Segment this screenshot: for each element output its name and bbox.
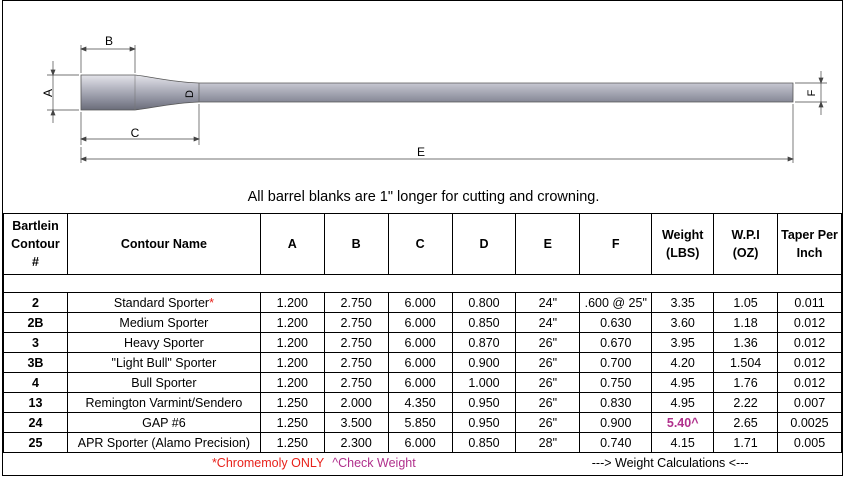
table-row: [4, 413, 842, 433]
cell-contour: 4: [4, 373, 68, 393]
cell-a: 1.200: [260, 373, 324, 393]
header-b: B: [324, 214, 388, 275]
dimension-b-label: B: [104, 34, 114, 48]
cell-a: 1.200: [260, 353, 324, 373]
cell-a: 1.200: [260, 333, 324, 353]
table-row: [4, 373, 842, 393]
cell-a: 1.200: [260, 313, 324, 333]
cell-d: 0.870: [452, 333, 516, 353]
check-weight-note: ^Check Weight: [332, 456, 416, 471]
cell-f: 0.750: [580, 373, 652, 393]
cell-b: 2.750: [324, 373, 388, 393]
cell-f: 0.630: [580, 313, 652, 333]
cell-taper: 0.012: [778, 353, 842, 373]
cell-d: 0.950: [452, 413, 516, 433]
cell-c: 6.000: [388, 333, 452, 353]
cell-contour: 3B: [4, 353, 68, 373]
cell-name: Medium Sporter: [67, 313, 260, 333]
table-row: [4, 313, 842, 333]
cell-wpi: 1.76: [714, 373, 778, 393]
cell-contour: 24: [4, 413, 68, 433]
cell-f: 0.700: [580, 353, 652, 373]
cell-f: 0.670: [580, 333, 652, 353]
cell-b: 2.000: [324, 393, 388, 413]
cell-taper: 0.005: [778, 433, 842, 453]
cell-weight: 4.15: [652, 433, 714, 453]
cell-name: "Light Bull" Sporter: [67, 353, 260, 373]
cell-taper: 0.007: [778, 393, 842, 413]
table-row: [4, 393, 842, 413]
barrel-blank-note: All barrel blanks are 1" longer for cutting and crowning.: [247, 189, 600, 205]
dimension-b: [81, 45, 135, 73]
header-taper: Taper Per Inch: [778, 214, 842, 275]
barrel-diagram: [3, 1, 844, 186]
cell-f: 0.830: [580, 393, 652, 413]
table-row: [4, 293, 842, 313]
cell-f: 0.740: [580, 433, 652, 453]
cell-taper: 0.012: [778, 333, 842, 353]
table-notes-row: [4, 453, 842, 474]
cell-f: 0.900: [580, 413, 652, 433]
cell-e: 26": [516, 373, 580, 393]
cell-b: 2.750: [324, 313, 388, 333]
cell-d: 0.900: [452, 353, 516, 373]
cell-name: Bull Sporter: [67, 373, 260, 393]
cell-weight: 3.60: [652, 313, 714, 333]
header-weight: Weight (LBS): [652, 214, 714, 275]
cell-taper: 0.012: [778, 313, 842, 333]
header-contour-name: Contour Name: [67, 214, 260, 275]
barrel-contour-sheet: [2, 0, 843, 476]
cell-b: 3.500: [324, 413, 388, 433]
table-row: [4, 433, 842, 453]
header-wpi: W.P.I (OZ): [714, 214, 778, 275]
cell-c: 6.000: [388, 353, 452, 373]
cell-a: 1.250: [260, 413, 324, 433]
table-header-row: [4, 214, 842, 275]
cell-weight: 4.95: [652, 393, 714, 413]
weight-calculations-link[interactable]: ---> Weight Calculations <---: [591, 456, 749, 471]
cell-taper: 0.012: [778, 373, 842, 393]
table-row: [4, 353, 842, 373]
cell-contour: 2B: [4, 313, 68, 333]
header-e: E: [516, 214, 580, 275]
cell-c: 6.000: [388, 373, 452, 393]
cell-e: 24": [516, 313, 580, 333]
cell-f: .600 @ 25": [580, 293, 652, 313]
cell-c: 6.000: [388, 313, 452, 333]
cell-weight: 3.95: [652, 333, 714, 353]
cell-name: Standard Sporter*: [67, 293, 260, 313]
cell-b: 2.750: [324, 353, 388, 373]
cell-c: 5.850: [388, 413, 452, 433]
dimension-a-label: A: [41, 88, 55, 98]
cell-b: 2.750: [324, 293, 388, 313]
cell-weight: 3.35: [652, 293, 714, 313]
cell-wpi: 1.504: [714, 353, 778, 373]
cell-e: 26": [516, 413, 580, 433]
cell-b: 2.750: [324, 333, 388, 353]
cell-a: 1.250: [260, 433, 324, 453]
cell-wpi: 1.36: [714, 333, 778, 353]
cell-d: 0.850: [452, 433, 516, 453]
cell-contour: 3: [4, 333, 68, 353]
cell-e: 26": [516, 333, 580, 353]
dimension-f-label: F: [806, 89, 818, 97]
dimension-e: [81, 104, 793, 163]
cell-wpi: 2.22: [714, 393, 778, 413]
dimension-e-label: E: [416, 145, 426, 159]
chromemoly-mark: *: [209, 295, 214, 310]
cell-wpi: 1.05: [714, 293, 778, 313]
cell-c: 6.000: [388, 293, 452, 313]
cell-contour: 2: [4, 293, 68, 313]
table-spacer-row: [4, 275, 842, 293]
cell-e: 28": [516, 433, 580, 453]
cell-b: 2.300: [324, 433, 388, 453]
cell-a: 1.200: [260, 293, 324, 313]
cell-taper: 0.0025: [778, 413, 842, 433]
cell-wpi: 2.65: [714, 413, 778, 433]
cell-name: Remington Varmint/Sendero: [67, 393, 260, 413]
table-row: [4, 333, 842, 353]
cell-wpi: 1.18: [714, 313, 778, 333]
header-c: C: [388, 214, 452, 275]
cell-taper: 0.011: [778, 293, 842, 313]
header-contour: Bartlein Contour #: [4, 214, 68, 275]
cell-wpi: 1.71: [714, 433, 778, 453]
cell-e: 24": [516, 293, 580, 313]
header-f: F: [580, 214, 652, 275]
cell-d: 0.800: [452, 293, 516, 313]
cell-name: APR Sporter (Alamo Precision): [67, 433, 260, 453]
cell-c: 4.350: [388, 393, 452, 413]
dimension-c-label: C: [130, 126, 140, 140]
cell-weight: 4.20: [652, 353, 714, 373]
cell-name: Heavy Sporter: [67, 333, 260, 353]
dimension-d-label: D: [184, 90, 196, 98]
cell-name: GAP #6: [67, 413, 260, 433]
chromemoly-note: *Chromemoly ONLY: [211, 456, 325, 471]
cell-e: 26": [516, 353, 580, 373]
cell-weight: 4.95: [652, 373, 714, 393]
cell-contour: 25: [4, 433, 68, 453]
cell-e: 26": [516, 393, 580, 413]
cell-c: 6.000: [388, 433, 452, 453]
contour-table: [3, 213, 842, 474]
cell-d: 0.850: [452, 313, 516, 333]
cell-d: 1.000: [452, 373, 516, 393]
table-body: [4, 293, 842, 453]
header-a: A: [260, 214, 324, 275]
cell-contour: 13: [4, 393, 68, 413]
header-d: D: [452, 214, 516, 275]
cell-a: 1.250: [260, 393, 324, 413]
cell-weight: 5.40^: [652, 413, 714, 433]
cell-d: 0.950: [452, 393, 516, 413]
